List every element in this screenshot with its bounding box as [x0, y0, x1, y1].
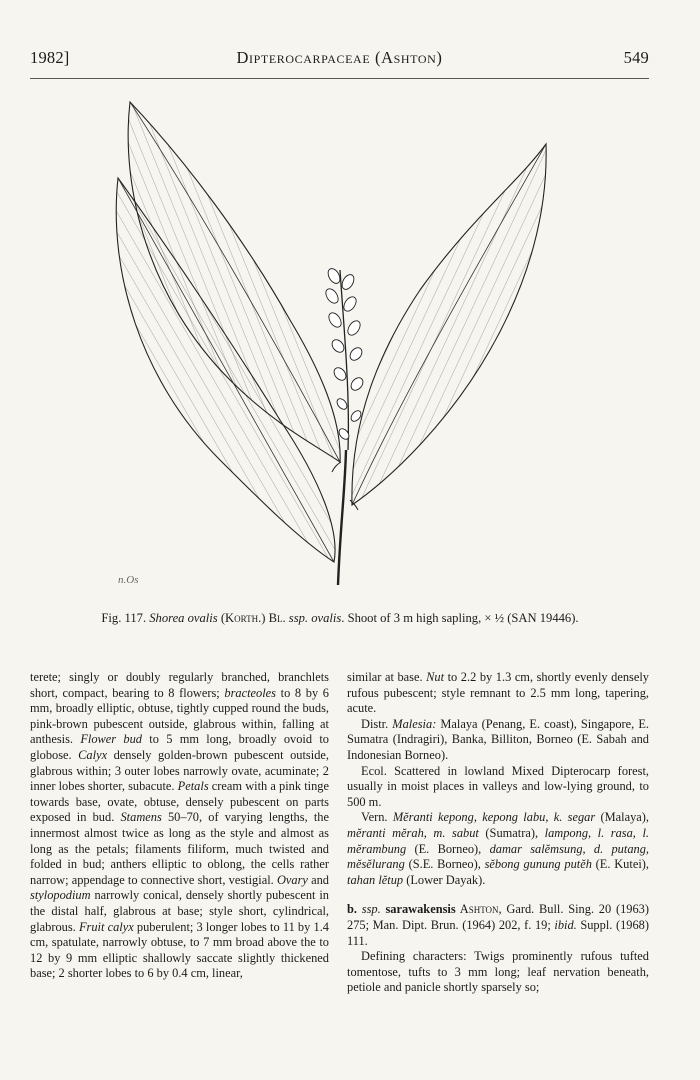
text-run: Malaya (Penang, E. coast), Singapore, E. Sumatra (Indragiri), Banka, Billiton, Borneo (E. Sabah and Indonesian Borneo).: [347, 716, 650, 762]
term-nut: Nut: [426, 670, 445, 684]
vernacular-name: damar salĕmsung, d. putang, mĕsĕlurang: [347, 841, 649, 872]
text-run: (Lower Dayak).: [403, 872, 486, 887]
section-label-distr: Distr.: [361, 716, 393, 731]
figure-caption: [40, 611, 640, 626]
running-title: Dipterocarpaceae (Ashton): [236, 48, 443, 67]
subspecies-author: Ashton: [455, 902, 499, 917]
caption-author: (Korth.) Bl.: [217, 611, 289, 625]
text-run: (Malaya),: [595, 810, 649, 825]
page-number: 549: [623, 48, 649, 67]
vernacular-name: sĕbong gunung putĕh: [484, 857, 592, 872]
term-petals: Petals: [177, 779, 209, 794]
term-flower-bud: Flower bud: [80, 732, 142, 747]
text-run: puberulent; 3 longer lobes to 11 by 1.4 cm, spatulate, narrowly obtuse, to 7 mm broad above the to 12 by 9 mm elliptic shallowly saccate slightly thickened base; 2 shorter lobes to 6 by 0.4 cm, linear,: [30, 919, 329, 981]
text-run: (E. Borneo),: [406, 841, 490, 856]
vernacular-name: tahan lĕtup: [347, 872, 404, 887]
term-calyx: Calyx: [78, 747, 108, 762]
text-run: (Sumatra),: [478, 825, 545, 840]
shoot-drawing: [0, 90, 700, 600]
vernacular-name: lampong, l. rasa, l. mĕrambung: [347, 825, 649, 856]
subspecies-heading: [347, 902, 649, 949]
citation-text: , Gard. Bull. Sing. 20 (1963) 275; Man. Dipt. Brun. (1964) 202, f. 19;: [347, 902, 649, 932]
text-run: densely golden-brown pubescent outside, glabrous within; 3 outer lobes narrowly ovate, acuminate; 2 inner lobes shorter, subacute.: [30, 747, 329, 794]
region-malesia: Malesia:: [392, 716, 437, 731]
text-run: cream with a pink tinge towards base, ovate, obtuse, densely pubescent on parts exposed in bud.: [30, 779, 329, 825]
running-head: [30, 48, 649, 72]
ecology-paragraph: Ecol. Scattered in lowland Mixed Dipterocarp forest, usually in moist places in valleys and low-lying ground, to 500 m.: [347, 763, 649, 809]
volume-year: 1982]: [30, 48, 70, 67]
text-run: (E. Kutei),: [591, 857, 649, 872]
leaf-right: [352, 144, 546, 505]
ssp-abbrev: ssp.: [361, 902, 381, 917]
text-run: similar at base.: [347, 670, 427, 684]
left-column: [30, 670, 329, 982]
text-run: 50–70, of varying lengths, the innermost almost twice as long as the style and almost as long as the petals; filaments filiform, much twisted and folded in bud; anthers elliptic to oblong, the cells rather narrow; appendage to connective short, vestigial.: [30, 810, 329, 887]
caption-subspecies: ssp. ovalis: [288, 611, 342, 625]
text-run: to 8 by 6 mm, broadly elliptic, obtuse, tightly cupped round the buds, pink-brown pubescent outside, glabrous within, falling at anthesis.: [30, 685, 330, 747]
text-run: and: [307, 872, 329, 887]
defining-characters-paragraph: Defining characters: Twigs prominently rufous tufted tomentose, tufts to 3 mm long; leaf nervation beneath, petiole and panicle shortly sparsely so;: [347, 949, 649, 995]
text-run: (S.E. Borneo),: [404, 857, 485, 872]
header-rule: [30, 78, 649, 79]
text-run: to 5 mm long, broadly ovoid to globose.: [30, 732, 329, 762]
term-fruit-calyx: Fruit calyx: [78, 919, 134, 934]
vernacular-paragraph: [347, 810, 649, 888]
citation-text: Suppl. (1968) 111.: [347, 917, 649, 948]
right-column: [347, 670, 649, 996]
term-bracteoles: bracteoles: [224, 685, 277, 700]
term-ovary: Ovary: [276, 872, 308, 887]
vernacular-name: mĕranti mĕrah, m. sabut: [347, 825, 479, 840]
fruit-paragraph: [347, 670, 649, 717]
term-stamens: Stamens: [120, 810, 162, 825]
distribution-paragraph: [347, 717, 649, 764]
section-label-vern: Vern.: [361, 810, 393, 825]
vernacular-name: Mĕranti kepong, kepong labu, k. segar: [392, 810, 596, 825]
subspecies-letter: b.: [347, 902, 362, 917]
text-run: narrowly conical, densely shortly pubescent in the distal half, glabrous at base; style short, cylindrical, glabrous.: [30, 888, 329, 934]
caption-species: Shorea ovalis: [149, 611, 218, 625]
caption-prefix: Fig. 117.: [101, 611, 150, 625]
text-run: terete; singly or doubly regularly branched, branchlets short, compact, bearing to 8 flowers;: [30, 670, 329, 700]
illustrator-initials: n.Os: [118, 574, 139, 586]
botanical-illustration: [0, 90, 700, 600]
caption-description: . Shoot of 3 m high sapling, × ½ (SAN 19446).: [341, 611, 579, 625]
citation-ibid: ibid.: [554, 917, 577, 932]
text-run: to 2.2 by 1.3 cm, shortly evenly densely rufous pubescent; style remnant to 2.5 mm long, tapering, acute.: [347, 670, 650, 716]
description-paragraph: [30, 670, 329, 982]
subspecies-name: sarawakensis: [380, 902, 456, 917]
term-stylopodium: stylopodium: [30, 888, 91, 903]
